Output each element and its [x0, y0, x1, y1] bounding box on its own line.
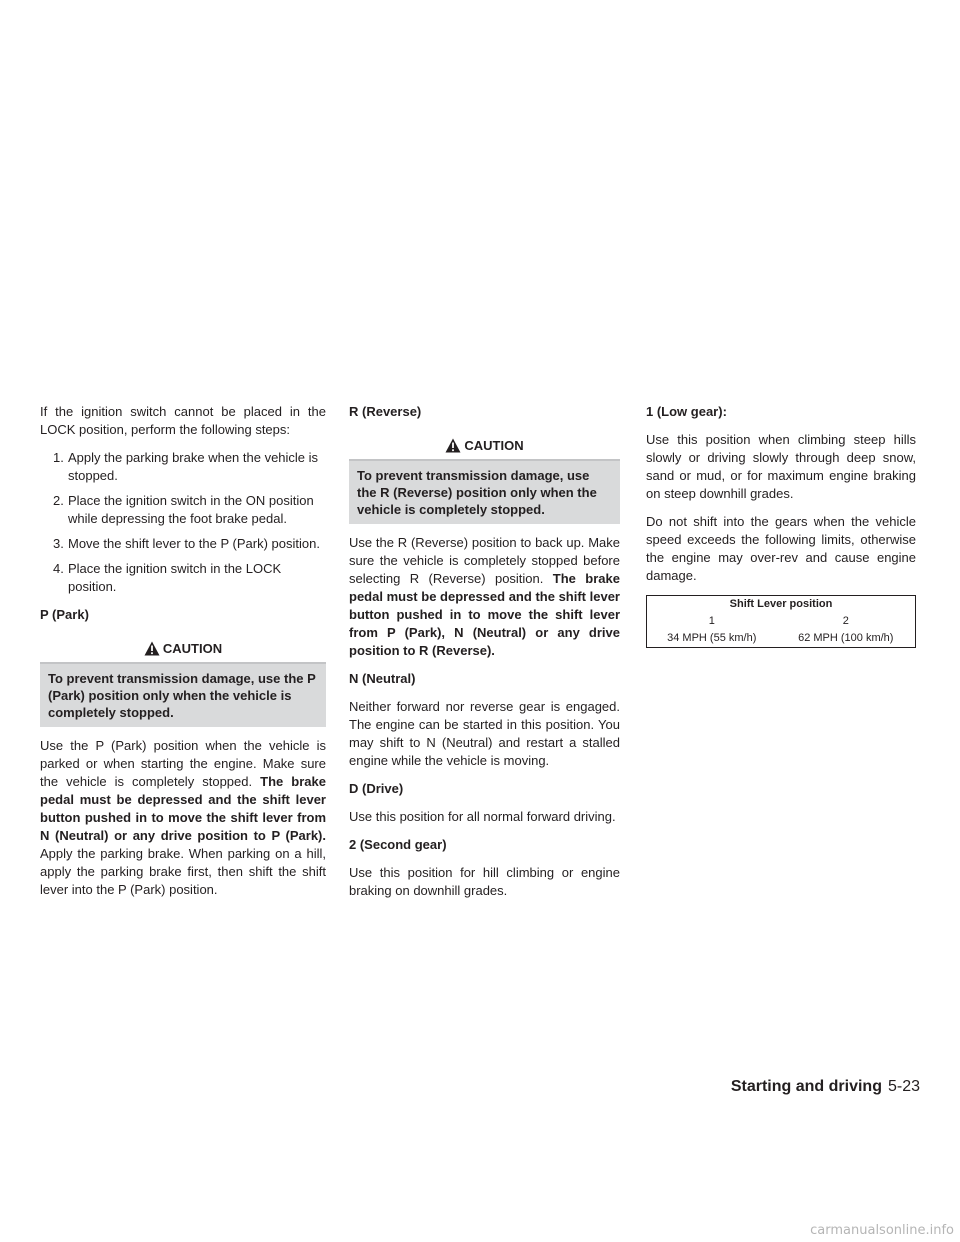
list-item: 4. Place the ignition switch in the LOCK position.: [53, 561, 282, 594]
reverse-paragraph: Use the R (Reverse) position to back up. Make sure the vehicle is completely stopped before selecting R (Reverse) position. The brake pedal must be depressed and the shift lever button pushed in to move the shift lever from P (Park), N (Neutral) or any drive position to R (Reverse).: [349, 535, 620, 658]
caution-text: To prevent transmission damage, use the R (Reverse) position only when the vehicle is completely stopped.: [357, 468, 597, 517]
drive-paragraph: Use this position for all normal forward driving.: [349, 809, 616, 824]
page-number: 5-23: [887, 1078, 920, 1095]
park-caution-box: [40, 634, 326, 727]
second-gear-heading: 2 (Second gear): [349, 837, 447, 852]
shift-speed-table: [646, 595, 916, 648]
second-gear-paragraph: Use this position for hill climbing or engine braking on downhill grades.: [349, 865, 620, 898]
list-item: 1. Apply the parking brake when the vehicle is stopped.: [53, 450, 319, 483]
table-cell: 1: [708, 615, 715, 627]
column-middle: [349, 403, 620, 910]
reverse-heading: R (Reverse): [349, 404, 422, 419]
page-footer: [0, 1077, 920, 1097]
table-header: Shift Lever position: [729, 598, 833, 610]
drive-heading: D (Drive): [349, 781, 404, 796]
reverse-caution-box: [349, 431, 620, 524]
table-cell: 62 MPH (100 km/h): [798, 632, 894, 644]
table-row: [647, 630, 916, 648]
column-right: [646, 403, 916, 648]
table-cell: 2: [842, 615, 849, 627]
low-gear-heading: 1 (Low gear):: [646, 404, 727, 419]
neutral-paragraph: Neither forward nor reverse gear is engaged. The engine can be started in this position. You may shift to N (Neutral) and restart a stalled engine while the vehicle is moving.: [349, 699, 620, 768]
intro-paragraph: If the ignition switch cannot be placed in the LOCK position, perform the following steps:: [40, 404, 326, 437]
park-heading: P (Park): [40, 607, 89, 622]
table-row: [647, 613, 916, 630]
caution-title: CAUTION: [464, 438, 524, 453]
caution-text: To prevent transmission damage, use the P (Park) position only when the vehicle is completely stopped.: [48, 671, 316, 720]
section-title: Starting and driving: [730, 1078, 882, 1095]
table-cell: 34 MPH (55 km/h): [667, 632, 757, 644]
lock-steps-list: [40, 449, 326, 596]
caution-title: CAUTION: [162, 641, 223, 656]
park-paragraph: Use the P (Park) position when the vehicle is parked or when starting the engine. Make sure the vehicle is completely stopped. The brake pedal must be depressed and the shift lever button pushed in to move the shift lever from N (Neutral) or any drive position to P (Park). Apply the parking brake. When parking on a hill, apply the parking brake first, then shift the shift lever into the P (Park) position.: [40, 738, 326, 897]
list-item: 3. Move the shift lever to the P (Park) position.: [53, 536, 320, 551]
low-gear-paragraph: Use this position when climbing steep hills slowly or driving slowly through deep snow, sand or mud, or for maximum engine braking on steep downhill grades.: [646, 432, 916, 501]
warning-triangle-icon: [445, 438, 461, 453]
watermark: carmanualsonline.info: [810, 1223, 954, 1238]
column-left: [40, 403, 326, 909]
neutral-heading: N (Neutral): [349, 671, 416, 686]
speed-limit-paragraph: Do not shift into the gears when the vehicle speed exceeds the following limits, otherwise the engine may over-rev and cause engine damage.: [646, 514, 916, 583]
list-item: 2. Place the ignition switch in the ON position while depressing the foot brake pedal.: [53, 493, 314, 526]
warning-triangle-icon: [144, 641, 160, 656]
